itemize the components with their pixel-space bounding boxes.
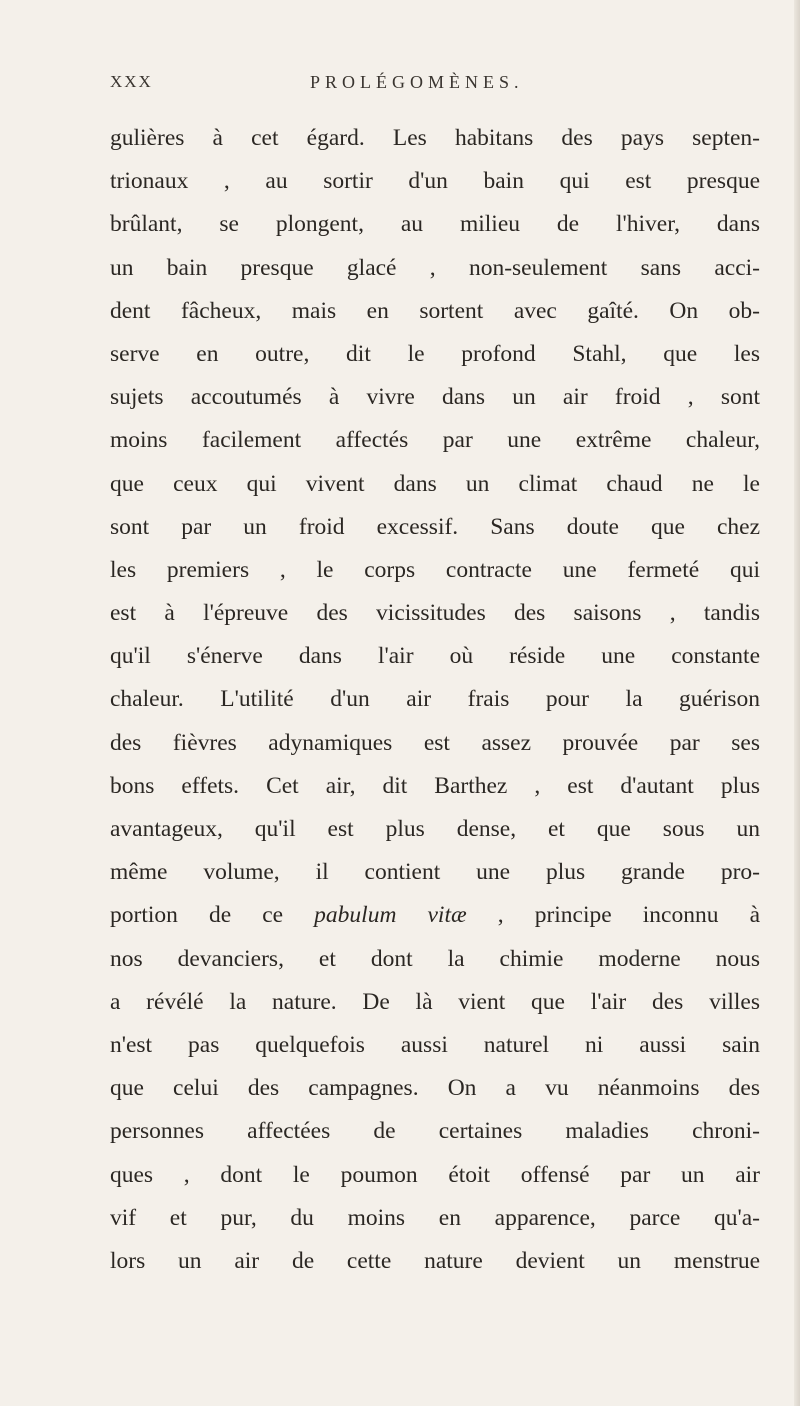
text-line: lors un air de cette nature devient un menstrue <box>110 1247 760 1274</box>
text-line: sujets accoutumés à vivre dans un air froid , sont <box>110 384 760 411</box>
text-line: sont par un froid excessif. Sans doute que chez <box>110 513 760 540</box>
text-line: trionaux , au sortir d'un bain qui est presque <box>110 168 760 195</box>
text-line: des fièvres adynamiques est assez prouvée par ses <box>110 729 760 756</box>
text-line: ques , dont le poumon étoit offensé par un air <box>110 1161 760 1188</box>
text-line-with-italic <box>110 894 760 937</box>
text-segment: portion de ce <box>110 902 315 929</box>
text-line: brûlant, se plongent, au milieu de l'hiver, dans <box>110 211 760 238</box>
page-edge <box>794 0 800 1406</box>
text-line: que celui des campagnes. On a vu néanmoins des <box>110 1075 760 1102</box>
text-line: personnes affectées de certaines maladies chroni- <box>110 1118 760 1145</box>
text-line: a révélé la nature. De là vient que l'air des villes <box>110 988 760 1015</box>
text-line: serve en outre, dit le profond Stahl, que les <box>110 340 760 367</box>
page-number: XXX <box>110 72 153 91</box>
running-title: PROLÉGOMÈNES. <box>310 72 524 92</box>
text-segment: , principe inconnu à <box>466 902 760 929</box>
body-text <box>110 117 760 1283</box>
text-line: vif et pur, du moins en apparence, parce qu'a- <box>110 1204 760 1231</box>
text-line: gulières à cet égard. Les habitans des pays septen- <box>110 125 760 151</box>
text-line: qu'il s'énerve dans l'air où réside une constante <box>110 643 760 670</box>
text-line: bons effets. Cet air, dit Barthez , est d'autant plus <box>110 772 760 799</box>
text-line: même volume, il contient une plus grande pro- <box>110 859 760 886</box>
text-line: est à l'épreuve des vicissitudes des saisons , tandis <box>110 600 760 627</box>
text-line: un bain presque glacé , non-seulement sans acci- <box>110 254 760 281</box>
text-line: avantageux, qu'il est plus dense, et que sous un <box>110 816 760 842</box>
text-line: que ceux qui vivent dans un climat chaud ne le <box>110 470 760 497</box>
text-line: chaleur. L'utilité d'un air frais pour la guérison <box>110 686 760 713</box>
text-line: dent fâcheux, mais en sortent avec gaîté. On ob- <box>110 297 760 324</box>
text-line: moins facilement affectés par une extrême chaleur, <box>110 427 760 454</box>
text-line: n'est pas quelquefois aussi naturel ni aussi sain <box>110 1031 760 1058</box>
text-line: les premiers , le corps contracte une fermeté qui <box>110 556 760 583</box>
page-header <box>110 72 730 102</box>
latin-phrase: pabulum vitæ <box>314 902 467 929</box>
text-line: nos devanciers, et dont la chimie moderne nous <box>110 945 760 972</box>
